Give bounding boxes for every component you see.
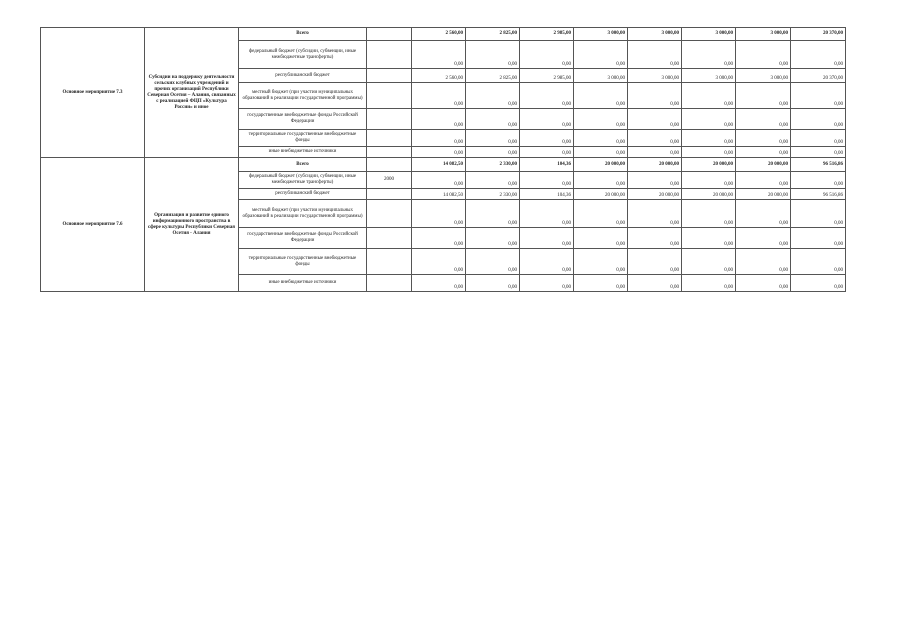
- budget-code: [367, 109, 412, 130]
- amount-cell: 0,00: [520, 130, 574, 147]
- amount-cell: 0,00: [736, 83, 791, 109]
- amount-cell: 0,00: [736, 147, 791, 158]
- amount-cell: 14 082,50: [412, 158, 466, 172]
- amount-cell: 20 000,00: [736, 189, 791, 200]
- amount-cell: 0,00: [682, 147, 736, 158]
- amount-cell: 0,00: [628, 83, 682, 109]
- budget-code: [367, 28, 412, 41]
- amount-cell: 3 000,00: [628, 28, 682, 41]
- amount-cell: 0,00: [520, 41, 574, 69]
- funding-source: федеральный бюджет (субсидии, субвенции, иные межбюджетные трансферты): [239, 172, 367, 189]
- budget-code: [367, 275, 412, 292]
- funding-source: федеральный бюджет (субсидии, субвенции, иные межбюджетные трансферты): [239, 41, 367, 69]
- amount-cell: 0,00: [682, 228, 736, 249]
- amount-cell: 0,00: [412, 83, 466, 109]
- amount-cell: 2 985,00: [520, 28, 574, 41]
- budget-code: [367, 228, 412, 249]
- budget-table: [40, 27, 846, 292]
- amount-cell: 0,00: [412, 41, 466, 69]
- amount-cell: 0,00: [412, 228, 466, 249]
- amount-cell: 104,36: [520, 189, 574, 200]
- amount-cell: 0,00: [628, 130, 682, 147]
- amount-cell: 0,00: [574, 200, 628, 228]
- table-row: [41, 158, 846, 172]
- amount-cell: 3 000,00: [736, 69, 791, 83]
- amount-cell: 96 516,86: [791, 189, 846, 200]
- funding-source: Всего: [239, 158, 367, 172]
- measure-name: Основное мероприятие 7.3: [41, 28, 145, 158]
- amount-cell: 0,00: [574, 41, 628, 69]
- amount-cell: 0,00: [520, 172, 574, 189]
- amount-cell: 0,00: [574, 249, 628, 275]
- funding-source: государственные внебюджетные фонды Российской Федерации: [239, 109, 367, 130]
- amount-cell: 0,00: [736, 200, 791, 228]
- funding-source: иные внебюджетные источники: [239, 275, 367, 292]
- amount-cell: 20 000,00: [628, 189, 682, 200]
- amount-cell: 0,00: [791, 228, 846, 249]
- amount-cell: 0,00: [466, 109, 520, 130]
- amount-cell: 20 370,00: [791, 28, 846, 41]
- amount-cell: 0,00: [791, 275, 846, 292]
- amount-cell: 0,00: [682, 83, 736, 109]
- amount-cell: 0,00: [791, 147, 846, 158]
- amount-cell: 0,00: [736, 130, 791, 147]
- amount-cell: 0,00: [791, 130, 846, 147]
- amount-cell: 20 000,00: [682, 158, 736, 172]
- funding-source: местный бюджет (при участии муниципальных образований в реализации государственной программы): [239, 200, 367, 228]
- amount-cell: 0,00: [791, 41, 846, 69]
- funding-source: территориальные государственные внебюджетные фонды: [239, 249, 367, 275]
- amount-cell: 0,00: [466, 130, 520, 147]
- amount-cell: 0,00: [574, 83, 628, 109]
- budget-code: [367, 158, 412, 172]
- amount-cell: 0,00: [736, 41, 791, 69]
- amount-cell: 0,00: [520, 109, 574, 130]
- amount-cell: 3 000,00: [628, 69, 682, 83]
- budget-code: [367, 130, 412, 147]
- funding-source: местный бюджет (при участии муниципальных образований в реализации государственной программы): [239, 83, 367, 109]
- funding-source: территориальные государственные внебюджетные фонды: [239, 130, 367, 147]
- budget-code: [367, 249, 412, 275]
- amount-cell: 0,00: [412, 200, 466, 228]
- amount-cell: 3 000,00: [736, 28, 791, 41]
- budget-code: [367, 200, 412, 228]
- amount-cell: 0,00: [466, 200, 520, 228]
- amount-cell: 0,00: [736, 228, 791, 249]
- amount-cell: 96 516,86: [791, 158, 846, 172]
- amount-cell: 0,00: [682, 130, 736, 147]
- budget-code: 2000: [367, 172, 412, 189]
- amount-cell: 104,36: [520, 158, 574, 172]
- amount-cell: 14 082,50: [412, 189, 466, 200]
- amount-cell: 0,00: [412, 249, 466, 275]
- amount-cell: 0,00: [628, 275, 682, 292]
- amount-cell: 20 000,00: [628, 158, 682, 172]
- amount-cell: 0,00: [466, 228, 520, 249]
- amount-cell: 2 560,00: [412, 69, 466, 83]
- budget-code: [367, 41, 412, 69]
- measure-description: Субсидии на поддержку деятельности сельских клубных учреждений и прочих организаций Республики Северная Осетия – Алания, связанных с реализацией ФЦП «Культура России» и иное: [145, 28, 239, 158]
- amount-cell: 0,00: [791, 249, 846, 275]
- amount-cell: 0,00: [466, 275, 520, 292]
- funding-source: Всего: [239, 28, 367, 41]
- amount-cell: 0,00: [682, 200, 736, 228]
- amount-cell: 0,00: [736, 249, 791, 275]
- funding-source: иные внебюджетные источники: [239, 147, 367, 158]
- budget-code: [367, 83, 412, 109]
- amount-cell: 0,00: [574, 147, 628, 158]
- amount-cell: 0,00: [791, 109, 846, 130]
- amount-cell: 0,00: [682, 41, 736, 69]
- amount-cell: 0,00: [520, 228, 574, 249]
- amount-cell: 0,00: [628, 249, 682, 275]
- amount-cell: 20 370,00: [791, 69, 846, 83]
- amount-cell: 0,00: [736, 275, 791, 292]
- amount-cell: 0,00: [520, 200, 574, 228]
- amount-cell: 0,00: [628, 147, 682, 158]
- amount-cell: 2 560,00: [412, 28, 466, 41]
- budget-code: [367, 69, 412, 83]
- amount-cell: 20 000,00: [574, 189, 628, 200]
- amount-cell: 0,00: [520, 249, 574, 275]
- budget-table-body: [41, 28, 846, 292]
- budget-code: [367, 147, 412, 158]
- amount-cell: 0,00: [628, 109, 682, 130]
- amount-cell: 0,00: [682, 109, 736, 130]
- amount-cell: 3 000,00: [682, 28, 736, 41]
- amount-cell: 20 000,00: [682, 189, 736, 200]
- amount-cell: 0,00: [412, 172, 466, 189]
- amount-cell: 0,00: [791, 83, 846, 109]
- amount-cell: 0,00: [682, 249, 736, 275]
- amount-cell: 0,00: [682, 275, 736, 292]
- amount-cell: 3 000,00: [574, 28, 628, 41]
- table-row: [41, 28, 846, 41]
- amount-cell: 0,00: [466, 41, 520, 69]
- amount-cell: 0,00: [466, 83, 520, 109]
- budget-code: [367, 189, 412, 200]
- amount-cell: 0,00: [628, 41, 682, 69]
- amount-cell: 0,00: [628, 228, 682, 249]
- amount-cell: 0,00: [466, 172, 520, 189]
- amount-cell: 0,00: [412, 275, 466, 292]
- measure-name: Основное мероприятие 7.6: [41, 158, 145, 292]
- amount-cell: 0,00: [574, 130, 628, 147]
- amount-cell: 20 000,00: [736, 158, 791, 172]
- amount-cell: 0,00: [466, 147, 520, 158]
- amount-cell: 3 000,00: [574, 69, 628, 83]
- amount-cell: 0,00: [412, 130, 466, 147]
- amount-cell: 0,00: [574, 172, 628, 189]
- funding-source: республиканский бюджет: [239, 189, 367, 200]
- amount-cell: 20 000,00: [574, 158, 628, 172]
- amount-cell: 0,00: [574, 275, 628, 292]
- amount-cell: 0,00: [628, 200, 682, 228]
- amount-cell: 0,00: [466, 249, 520, 275]
- amount-cell: 0,00: [412, 109, 466, 130]
- amount-cell: 2 985,00: [520, 69, 574, 83]
- amount-cell: 0,00: [520, 275, 574, 292]
- amount-cell: 2 825,00: [466, 69, 520, 83]
- amount-cell: 0,00: [791, 172, 846, 189]
- amount-cell: 0,00: [520, 147, 574, 158]
- amount-cell: 0,00: [574, 109, 628, 130]
- amount-cell: 0,00: [791, 200, 846, 228]
- amount-cell: 0,00: [682, 172, 736, 189]
- amount-cell: 0,00: [574, 228, 628, 249]
- amount-cell: 0,00: [520, 83, 574, 109]
- amount-cell: 2 825,00: [466, 28, 520, 41]
- amount-cell: 0,00: [628, 172, 682, 189]
- amount-cell: 0,00: [736, 172, 791, 189]
- amount-cell: 0,00: [412, 147, 466, 158]
- amount-cell: 2 330,00: [466, 189, 520, 200]
- amount-cell: 2 330,00: [466, 158, 520, 172]
- funding-source: государственные внебюджетные фонды Российской Федерации: [239, 228, 367, 249]
- amount-cell: 0,00: [736, 109, 791, 130]
- amount-cell: 3 000,00: [682, 69, 736, 83]
- funding-source: республиканский бюджет: [239, 69, 367, 83]
- measure-description: Организация и развитие единого информационного пространства в сфере культуры Республики Северная Осетия - Алания: [145, 158, 239, 292]
